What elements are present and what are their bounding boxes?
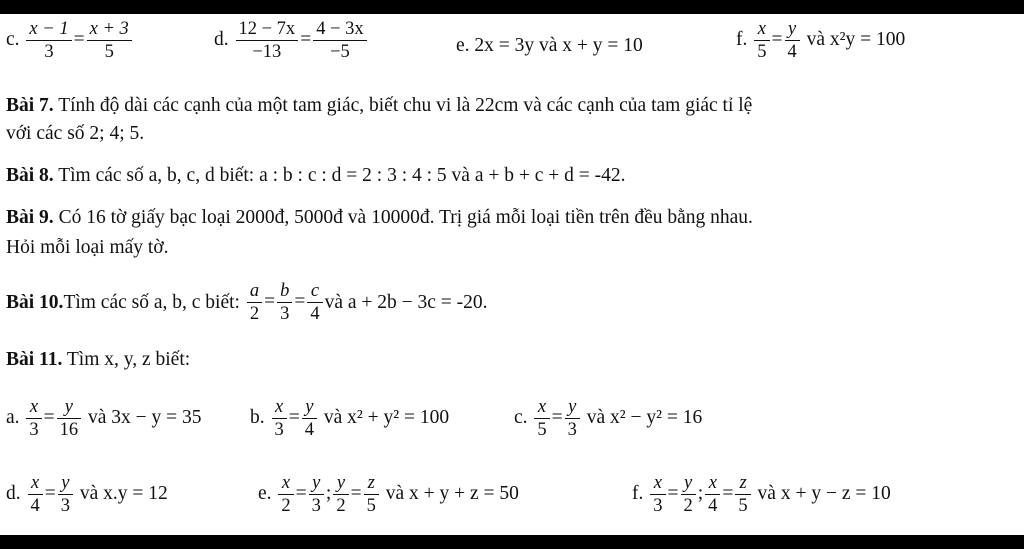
denominator: 2 <box>683 496 693 516</box>
equation-tail: và a + 2b − 3c = -20. <box>324 291 488 313</box>
fraction <box>313 18 366 63</box>
label-d: d. <box>214 28 229 50</box>
equation-tail: và x² − y² = 16 <box>581 406 703 428</box>
numerator: y <box>333 472 348 495</box>
bai11-f <box>632 472 891 517</box>
denominator: 3 <box>274 420 284 440</box>
bai7-line1 <box>6 94 752 118</box>
fraction <box>302 396 317 441</box>
denominator: 3 <box>60 496 70 516</box>
bai9-line1 <box>6 206 753 230</box>
fraction <box>785 18 800 63</box>
denominator: 4 <box>787 42 797 62</box>
bai7-line2 <box>6 122 144 146</box>
denominator: −5 <box>330 42 350 62</box>
denominator: 4 <box>30 496 40 516</box>
equals: = <box>44 482 56 504</box>
exercise-title: Bài 7. <box>6 95 54 116</box>
denominator: 5 <box>104 42 114 62</box>
denominator: 3 <box>567 420 577 440</box>
numerator: y <box>681 472 696 495</box>
bai11-d <box>6 472 168 517</box>
fraction <box>534 396 549 441</box>
row1-c <box>6 18 134 63</box>
numerator: y <box>58 472 73 495</box>
exercise-text: Có 16 tờ giấy bạc loại 2000đ, 5000đ và 10000đ. Trị giá mỗi loại tiền trên đều bằng nhau. <box>53 207 753 228</box>
row1-d <box>214 18 369 63</box>
denominator: 5 <box>366 496 376 516</box>
fraction <box>58 472 73 517</box>
fraction <box>87 18 132 63</box>
separator: ; <box>697 482 704 504</box>
exercise-title: Bài 11. <box>6 349 63 370</box>
exercise-text: Tìm x, y, z biết: <box>62 349 191 370</box>
fraction <box>26 396 41 441</box>
bai11-b <box>250 396 449 441</box>
fraction <box>754 18 769 63</box>
numerator: x <box>28 472 43 495</box>
exercise-text: với các số 2; 4; 5. <box>6 123 145 144</box>
label-d: d. <box>6 482 21 504</box>
label-c: c. <box>514 406 528 428</box>
bai10-line <box>6 280 488 325</box>
numerator: y <box>309 472 324 495</box>
exercise-title: Bài 10. <box>6 291 64 313</box>
numerator: y <box>785 18 800 41</box>
fraction <box>28 472 43 517</box>
fraction <box>364 472 379 517</box>
numerator: x <box>26 396 41 419</box>
fraction <box>650 472 665 517</box>
fraction <box>278 472 293 517</box>
equals: = <box>551 406 563 428</box>
numerator: 4 − 3x <box>313 18 366 41</box>
numerator: y <box>565 396 580 419</box>
numerator: c <box>307 280 322 303</box>
row1-e <box>456 34 643 58</box>
exercise-title: Bài 8. <box>6 165 54 186</box>
separator: ; <box>325 482 332 504</box>
equals: = <box>722 482 734 504</box>
label-a: a. <box>6 406 20 428</box>
equals: = <box>771 28 783 50</box>
bai9-line2 <box>6 236 169 260</box>
fraction <box>681 472 696 517</box>
denominator: 4 <box>304 420 314 440</box>
numerator: x − 1 <box>26 18 71 41</box>
denominator: 3 <box>311 496 321 516</box>
denominator: 5 <box>738 496 748 516</box>
denominator: 3 <box>29 420 39 440</box>
exercise-text: Tìm các số a, b, c biết: <box>63 291 240 313</box>
label-f: f. <box>736 28 748 50</box>
equals: = <box>300 28 312 50</box>
equals: = <box>667 482 679 504</box>
denominator: 4 <box>310 304 320 324</box>
exercise-title: Bài 9. <box>6 207 54 228</box>
numerator: x <box>650 472 665 495</box>
denominator: 2 <box>281 496 291 516</box>
fraction <box>735 472 750 517</box>
numerator: x <box>754 18 769 41</box>
document-page <box>0 14 1024 535</box>
fraction <box>307 280 322 325</box>
numerator: a <box>247 280 262 303</box>
denominator: 2 <box>336 496 346 516</box>
denominator: 3 <box>44 42 54 62</box>
denominator: 2 <box>249 304 260 324</box>
numerator: x <box>272 396 287 419</box>
fraction <box>705 472 720 517</box>
equation-tail: và x.y = 12 <box>75 482 168 504</box>
denominator: 4 <box>708 496 718 516</box>
equals: = <box>43 406 55 428</box>
fraction <box>309 472 324 517</box>
equation-tail: và 3x − y = 35 <box>83 406 202 428</box>
equals: = <box>264 290 276 312</box>
denominator: 3 <box>280 304 290 324</box>
bai11-line <box>6 348 190 372</box>
fraction <box>565 396 580 441</box>
equals: = <box>73 28 85 50</box>
numerator: b <box>277 280 292 303</box>
fraction <box>26 18 71 63</box>
equals: = <box>350 482 362 504</box>
exercise-text: Tìm các số a, b, c, d biết: a : b : c : d = 2 : 3 : 4 : 5 và a + b + c + d = -42. <box>53 165 626 186</box>
equals: = <box>288 406 300 428</box>
equation-tail: và x + y − z = 10 <box>752 482 891 504</box>
numerator: x <box>278 472 293 495</box>
label-b: b. <box>250 406 265 428</box>
equation-tail: và x² + y² = 100 <box>319 406 450 428</box>
denominator: 3 <box>653 496 663 516</box>
fraction <box>236 18 299 63</box>
numerator: y <box>302 396 317 419</box>
numerator: x + 3 <box>87 18 132 41</box>
exercise-text: Hỏi mỗi loại mấy tờ. <box>6 237 169 258</box>
equation-text: 2x = 3y và x + y = 10 <box>474 35 643 56</box>
equals: = <box>294 290 306 312</box>
equation-tail: và x + y + z = 50 <box>380 482 519 504</box>
fraction <box>333 472 348 517</box>
label-e: e. <box>456 35 470 56</box>
fraction <box>277 280 292 325</box>
numerator: z <box>364 472 379 495</box>
fraction <box>57 396 82 441</box>
row1-f <box>736 18 905 63</box>
fraction <box>247 280 262 325</box>
numerator: y <box>57 396 82 419</box>
bai11-c <box>514 396 702 441</box>
fraction <box>272 396 287 441</box>
bai11-e <box>258 472 519 517</box>
numerator: x <box>705 472 720 495</box>
bai8-line <box>6 164 626 188</box>
numerator: 12 − 7x <box>236 18 299 41</box>
exercise-text: Tính độ dài các cạnh của một tam giác, biết chu vi là 22cm và các cạnh của tam giác tỉ lệ <box>53 95 753 116</box>
denominator: 5 <box>757 42 767 62</box>
label-e: e. <box>258 482 272 504</box>
equation-tail: và x²y = 100 <box>801 28 906 50</box>
denominator: 5 <box>537 420 547 440</box>
denominator: 16 <box>59 420 79 440</box>
denominator: −13 <box>252 42 282 62</box>
label-f: f. <box>632 482 644 504</box>
numerator: x <box>534 396 549 419</box>
bai11-a <box>6 396 202 441</box>
label-c: c. <box>6 28 20 50</box>
numerator: z <box>735 472 750 495</box>
equals: = <box>295 482 307 504</box>
